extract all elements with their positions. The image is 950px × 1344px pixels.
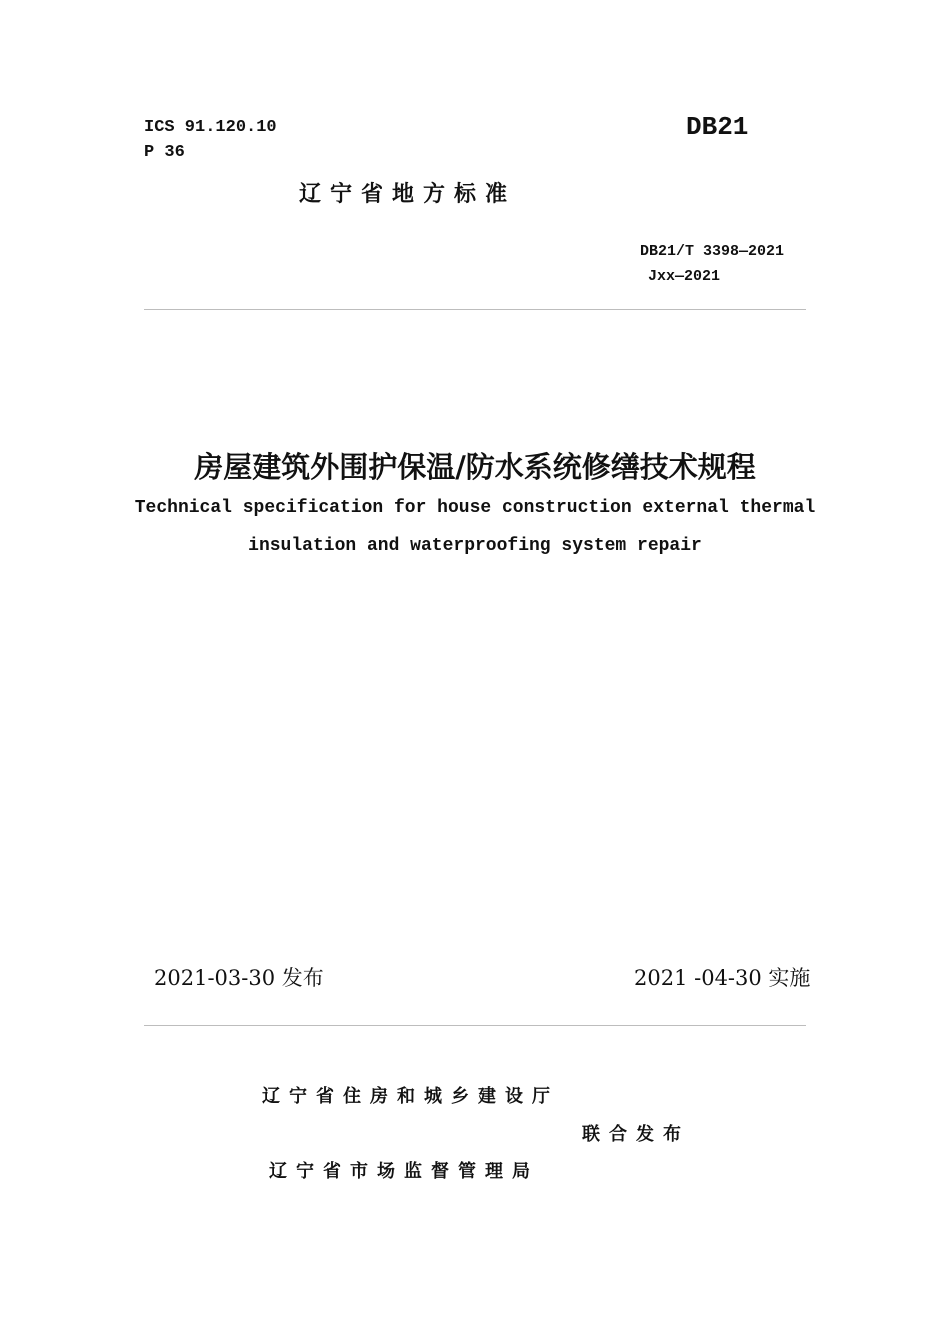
db-code: DB21 — [686, 112, 749, 142]
bottom-divider — [144, 1025, 806, 1026]
standard-number: DB21/T 3398—2021 — [640, 243, 785, 260]
standard-type: 辽宁省地方标准 — [299, 182, 517, 207]
ics-code: ICS 91.120.10 — [144, 118, 277, 137]
issuer-market-regulation: 辽宁省市场监督管理局 — [269, 1161, 539, 1182]
ccs-code: P 36 — [144, 143, 185, 162]
joint-issue-label: 联合发布 — [582, 1124, 690, 1145]
issue-date: 2021-03-30 发布 — [154, 966, 324, 990]
title-english-line2: insulation and waterproofing system repair — [248, 536, 702, 556]
issuer-housing-department: 辽宁省住房和城乡建设厅 — [262, 1086, 559, 1107]
title-chinese: 房屋建筑外围护保温/防水系统修缮技术规程 — [194, 450, 756, 484]
implementation-date: 2021 -04-30 实施 — [634, 966, 811, 990]
filing-number: Jxx—2021 — [648, 268, 721, 285]
title-english-line1: Technical specification for house construction external thermal — [134, 498, 816, 518]
top-divider — [144, 309, 806, 310]
